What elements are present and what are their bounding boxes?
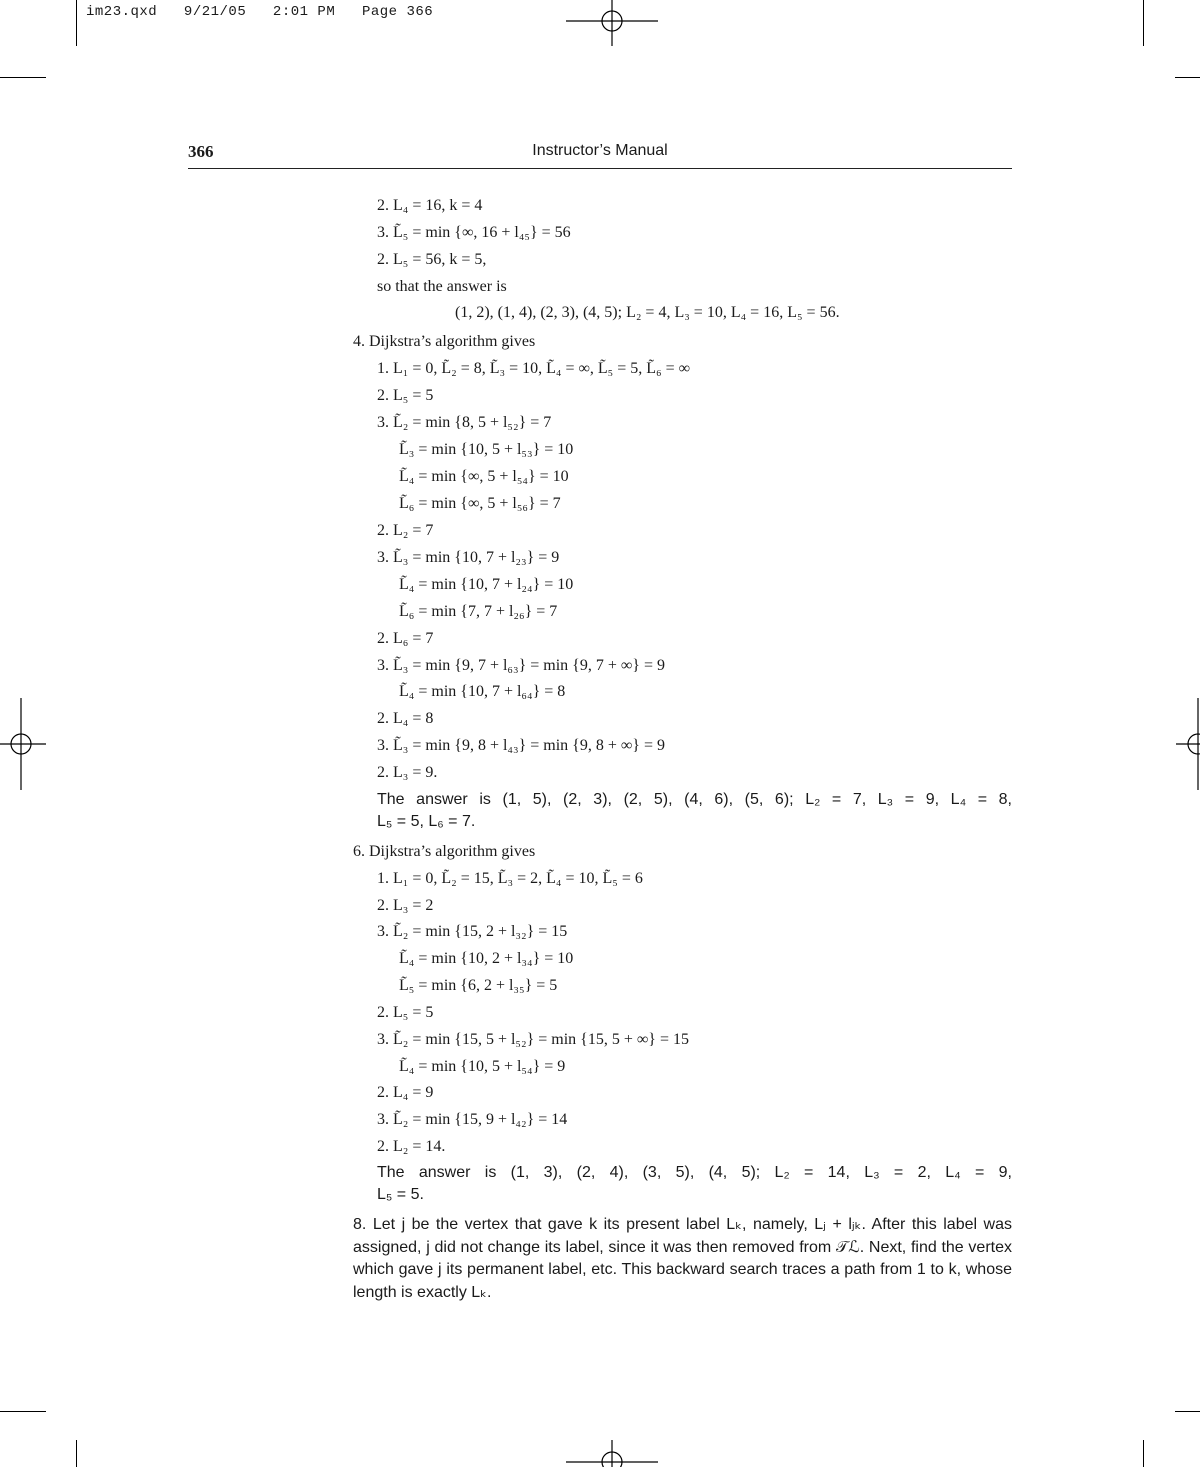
solution-line: 3. L̃₂ = min {15, 5 + l₅₂} = min {15, 5 + ∞} = 15: [377, 1031, 689, 1048]
running-head: Instructor’s Manual: [532, 142, 668, 159]
registration-mark-icon: [1176, 698, 1200, 790]
registration-mark-icon: [566, 0, 658, 46]
solution-line: 3. L̃₂ = min {15, 2 + l₃₂} = 15: [377, 923, 568, 940]
solution-line: 3. L̃₂ = min {15, 9 + l₄₂} = 14: [377, 1111, 568, 1128]
solution-line: 2. L₄ = 16, k = 4: [377, 197, 483, 214]
registration-mark-icon: [566, 1440, 658, 1467]
solution-line: L̃₆ = min {7, 7 + l₂₆} = 7: [399, 603, 558, 620]
crop-mark: [0, 77, 46, 78]
solution-line: 3. L̃₂ = min {8, 5 + l₅₂} = 7: [377, 414, 552, 431]
solution-line: L̃₄ = min {10, 7 + l₂₄} = 10: [399, 576, 574, 593]
solution-line: so that the answer is: [377, 278, 507, 295]
solution-line: L̃₄ = min {10, 2 + l₃₄} = 10: [399, 950, 574, 967]
solution-line: 3. L̃₃ = min {10, 7 + l₂₃} = 9: [377, 549, 560, 566]
solution-line: 2. L₅ = 5: [377, 1004, 434, 1021]
page-header: [188, 140, 1012, 169]
solution-line: 6. Dijkstra’s algorithm gives: [353, 843, 536, 860]
problem-8-solution: 8. Let j be the vertex that gave k its present label Lₖ, namely, Lⱼ + lⱼₖ. After this label was assigned, j did not change its label, since it was then removed from 𝒯ℒ. Next, find the vertex which gave j its permanent label, etc. This backward search traces a path from 1 to k, whose length is exactly Lₖ.: [353, 1216, 1012, 1301]
crop-mark: [76, 0, 77, 46]
solution-line: 2. L₆ = 7: [377, 630, 434, 647]
solution-line: 3. L̃₅ = min {∞, 16 + l₄₅} = 56: [377, 224, 571, 241]
solution-line: 2. L₄ = 8: [377, 710, 434, 727]
page-number: 366: [188, 142, 214, 161]
solution-line: L̃₆ = min {∞, 5 + l₅₆} = 7: [399, 495, 561, 512]
crop-mark: [1143, 1440, 1144, 1467]
solution-line: L̃₃ = min {10, 5 + l₅₃} = 10: [399, 441, 574, 458]
solution-line: L̃₅ = min {6, 2 + l₃₅} = 5: [399, 977, 558, 994]
answer-line: L₅ = 5.: [377, 1186, 424, 1203]
answer-line: The answer is (1, 3), (2, 4), (3, 5), (4, 5); L₂ = 14, L₃ = 2, L₄ = 9,: [377, 1164, 1012, 1181]
solution-line: 2. L₃ = 9.: [377, 764, 438, 781]
solution-line: (1, 2), (1, 4), (2, 3), (4, 5); L₂ = 4, L₃ = 10, L₄ = 16, L₅ = 56.: [455, 304, 840, 321]
solution-line: 4. Dijkstra’s algorithm gives: [353, 333, 536, 350]
printer-slug: im23.qxd 9/21/05 2:01 PM Page 366: [86, 4, 434, 20]
solution-line: 2. L₂ = 14.: [377, 1138, 446, 1155]
solution-line: L̃₄ = min {10, 5 + l₅₄} = 9: [399, 1058, 566, 1075]
solution-line: 3. L̃₃ = min {9, 8 + l₄₃} = min {9, 8 + ∞} = 9: [377, 737, 665, 754]
solution-line: 2. L₅ = 56, k = 5,: [377, 251, 487, 268]
crop-mark: [1143, 0, 1144, 46]
registration-mark-icon: [0, 698, 46, 790]
solution-line: 2. L₄ = 9: [377, 1084, 434, 1101]
crop-mark: [76, 1440, 77, 1467]
solution-line: 1. L₁ = 0, L̃₂ = 8, L̃₃ = 10, L̃₄ = ∞, L̃₅ = 5, L̃₆ = ∞: [377, 360, 691, 377]
solution-line: 2. L₃ = 2: [377, 897, 434, 914]
solution-line: 2. L₂ = 7: [377, 522, 434, 539]
answer-line: The answer is (1, 5), (2, 3), (2, 5), (4, 6), (5, 6); L₂ = 7, L₃ = 9, L₄ = 8,: [377, 791, 1012, 808]
solution-line: 3. L̃₃ = min {9, 7 + l₆₃} = min {9, 7 + ∞} = 9: [377, 657, 665, 674]
solution-line: L̃₄ = min {∞, 5 + l₅₄} = 10: [399, 468, 569, 485]
crop-mark: [1175, 1411, 1200, 1412]
crop-mark: [1175, 77, 1200, 78]
solution-line: 2. L₅ = 5: [377, 387, 434, 404]
answer-line: L₅ = 5, L₆ = 7.: [377, 813, 476, 830]
solution-line: L̃₄ = min {10, 7 + l₆₄} = 8: [399, 683, 566, 700]
crop-mark: [0, 1411, 46, 1412]
solution-line: 1. L₁ = 0, L̃₂ = 15, L̃₃ = 2, L̃₄ = 10, L̃₅ = 6: [377, 870, 643, 887]
